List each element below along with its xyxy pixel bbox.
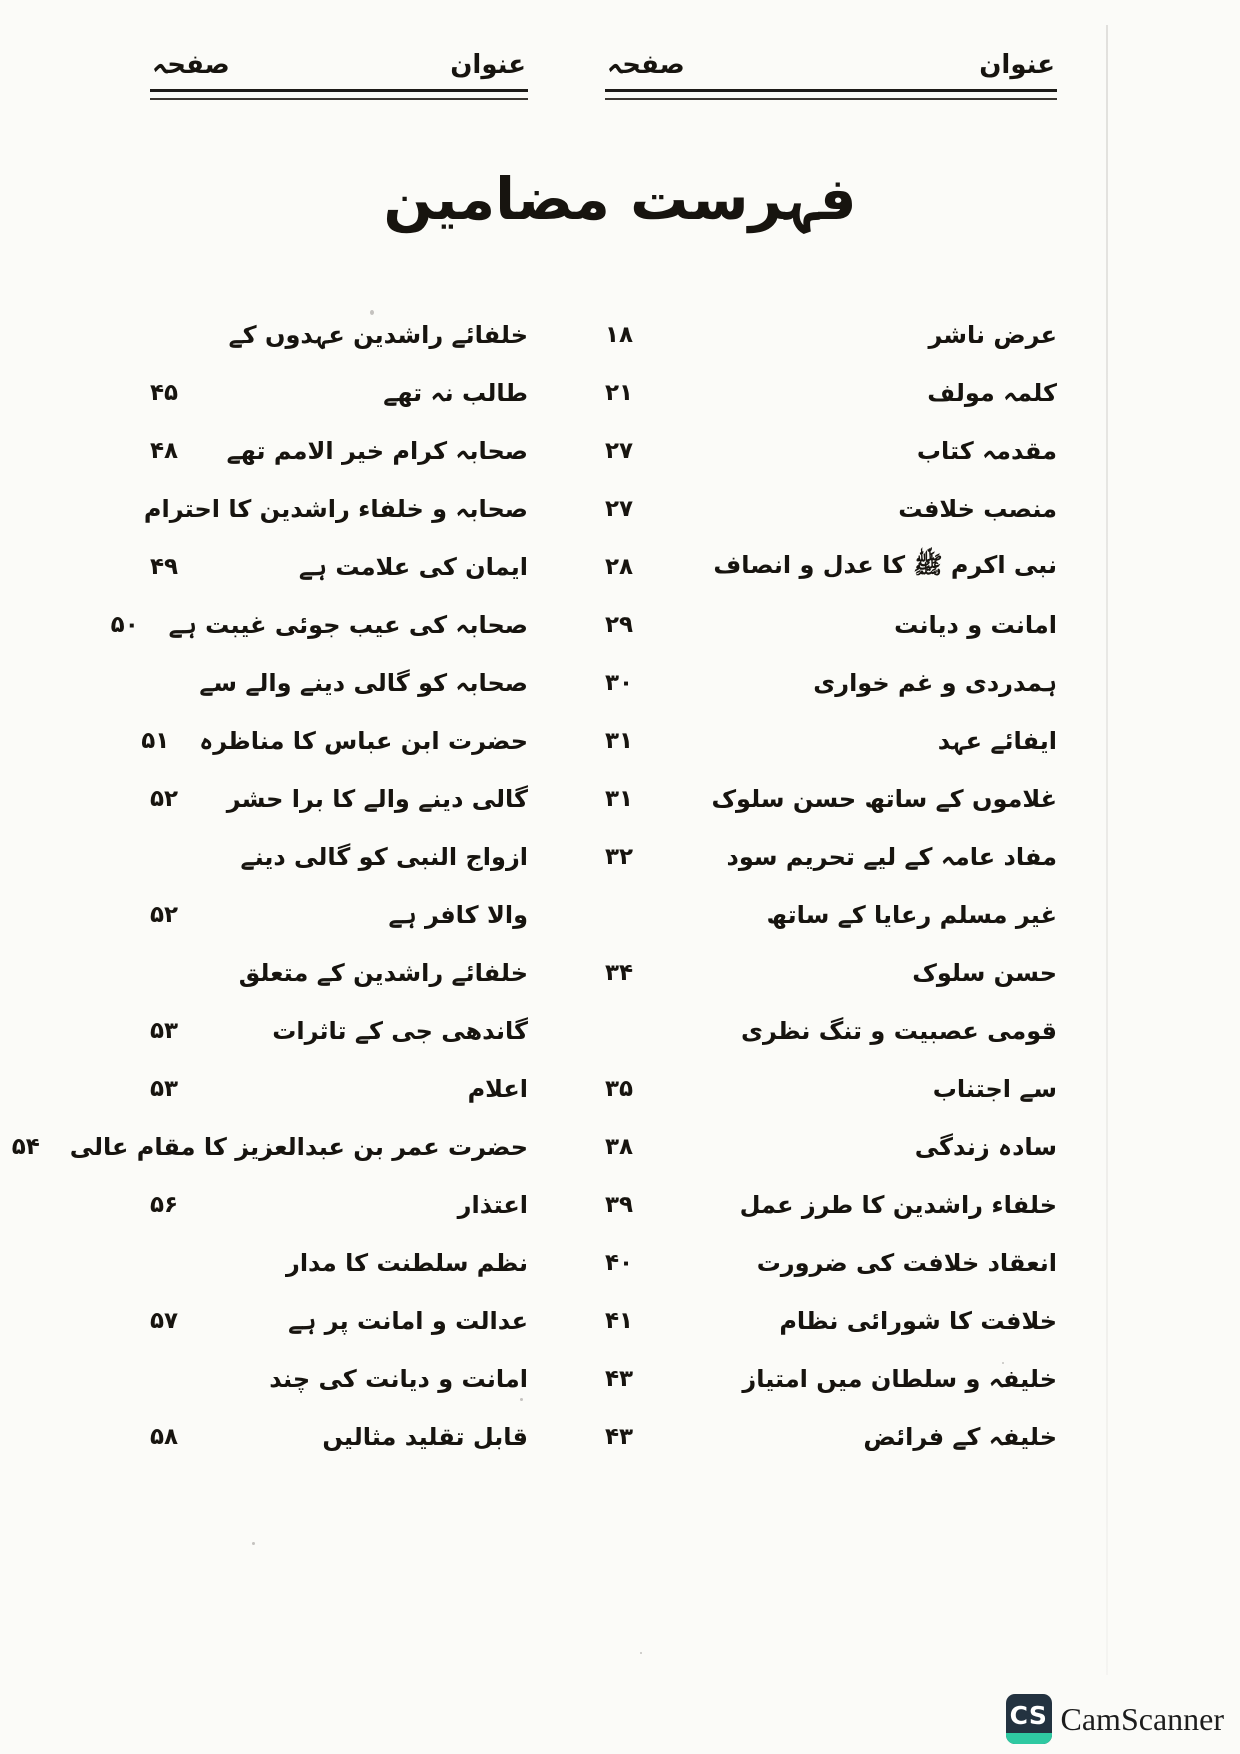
toc-row — [605, 1292, 1057, 1350]
toc-entry-title: حضرت عمر بن عبدالعزیز کا مقام عالی — [69, 1133, 528, 1161]
toc-entry-title: حضرت ابن عباس کا مناظرہ — [199, 727, 528, 755]
toc-row — [150, 1292, 528, 1350]
scan-speckle — [520, 1398, 523, 1401]
toc-entry-title: سے اجتناب — [932, 1075, 1057, 1103]
toc-entry-title: حسن سلوک — [912, 959, 1057, 987]
toc-entry-page-number: ۳۹ — [605, 1192, 634, 1218]
toc-entry-page-number: ۳۱ — [605, 728, 634, 754]
toc-entry-page-number: ۵۰ — [110, 612, 139, 638]
toc-entry-page-number: ۴۳ — [605, 1366, 634, 1392]
toc-columns — [11, 306, 1057, 1466]
toc-row — [11, 1118, 528, 1176]
toc-entry-title: نبی اکرم ﷺ کا عدل و انصاف — [713, 550, 1057, 579]
toc-entry-title: ایفائے عہد — [937, 727, 1057, 755]
toc-entry-page-number: ۵۴ — [11, 1134, 40, 1160]
scan-speckle — [252, 1542, 255, 1545]
toc-entry-page-number: ۲۹ — [605, 612, 634, 638]
toc-entry-title: منصب خلافت — [898, 495, 1057, 523]
toc-entry-title: خلفاء راشدین کا طرز عمل — [739, 1191, 1057, 1219]
toc-entry-page-number: ۱۸ — [605, 322, 634, 348]
toc-row — [110, 596, 528, 654]
toc-entry-title: غلاموں کے ساتھ حسن سلوک — [711, 785, 1057, 813]
toc-row — [150, 654, 528, 712]
toc-entry-title: اعلام — [467, 1075, 528, 1103]
double-rule — [605, 89, 1057, 100]
toc-entry-page-number: ۴۵ — [150, 380, 179, 406]
toc-entry-title: ایمان کی علامت ہے — [298, 553, 528, 581]
toc-entry-title: خلیفہ و سلطان میں امتیاز — [742, 1365, 1057, 1393]
toc-entry-page-number: ۲۱ — [605, 380, 634, 406]
toc-entry-page-number: ۲۷ — [605, 438, 634, 464]
toc-row — [150, 828, 528, 886]
camscanner-icon — [1006, 1694, 1052, 1744]
toc-row — [143, 480, 528, 538]
page-title: فہرست مضامین — [383, 165, 857, 233]
header-title-label: عنوان — [979, 50, 1055, 80]
toc-entry-title: صحابہ کرام خیر الامم تھے — [226, 437, 528, 465]
camscanner-watermark — [1006, 1694, 1225, 1744]
toc-entry-title: قابل تقلید مثالیں — [322, 1423, 528, 1451]
scan-speckle — [370, 310, 374, 315]
toc-row — [605, 596, 1057, 654]
toc-row — [150, 1060, 528, 1118]
toc-row — [605, 1002, 1057, 1060]
toc-entry-page-number: ۵۲ — [150, 786, 179, 812]
column-header-left — [150, 50, 528, 100]
toc-entry-page-number: ۳۵ — [605, 1076, 634, 1102]
toc-entry-title: گاندھی جی کے تاثرات — [272, 1017, 528, 1045]
toc-row — [141, 712, 528, 770]
toc-entry-title: طالب نہ تھے — [383, 379, 528, 407]
camscanner-label: CamScanner — [1060, 1700, 1224, 1737]
toc-entry-title: امانت و دیانت کی چند — [269, 1365, 528, 1393]
toc-entry-title: اعتذار — [457, 1191, 528, 1219]
toc-row — [605, 1176, 1057, 1234]
scan-crease-line — [1106, 25, 1108, 1675]
toc-entry-page-number: ۵۱ — [141, 728, 170, 754]
toc-row — [605, 1118, 1057, 1176]
toc-entry-title: انعقاد خلافت کی ضرورت — [756, 1249, 1057, 1277]
header-title-label: عنوان — [450, 50, 526, 80]
toc-row — [605, 306, 1057, 364]
toc-entry-title: خلفائے راشدین عہدوں کے — [228, 321, 528, 349]
toc-row — [150, 364, 528, 422]
toc-entry-page-number: ۵۳ — [150, 1076, 179, 1102]
toc-entry-title: غیر مسلم رعایا کے ساتھ — [766, 901, 1057, 929]
toc-row — [605, 480, 1057, 538]
camscanner-icon-accent — [1006, 1733, 1052, 1744]
toc-entry-page-number: ۳۲ — [605, 844, 634, 870]
toc-row — [150, 422, 528, 480]
toc-row — [605, 1408, 1057, 1466]
toc-entry-title: قومی عصبیت و تنگ نظری — [741, 1017, 1057, 1045]
column-headers-row — [150, 50, 1057, 100]
header-page-label: صفحہ — [607, 50, 685, 80]
toc-row — [605, 886, 1057, 944]
toc-entry-title: گالی دینے والے کا برا حشر — [226, 785, 528, 813]
toc-entry-page-number: ۲۸ — [605, 554, 634, 580]
toc-entry-page-number: ۳۴ — [605, 960, 634, 986]
toc-entry-title: ہمدردی و غم خواری — [813, 669, 1057, 697]
toc-row — [150, 944, 528, 1002]
toc-entry-title: مقدمہ کتاب — [916, 437, 1057, 465]
toc-row — [605, 422, 1057, 480]
toc-entry-title: خلیفہ کے فرائض — [863, 1423, 1057, 1451]
toc-row — [605, 1350, 1057, 1408]
toc-row — [150, 538, 528, 596]
toc-row — [605, 828, 1057, 886]
toc-entry-page-number: ۳۱ — [605, 786, 634, 812]
toc-row — [150, 1350, 528, 1408]
column-header-labels — [605, 50, 1057, 89]
toc-row — [605, 712, 1057, 770]
toc-row — [605, 654, 1057, 712]
toc-entry-page-number: ۵۳ — [150, 1018, 179, 1044]
header-page-label: صفحہ — [152, 50, 230, 80]
toc-entry-page-number: ۵۶ — [150, 1192, 179, 1218]
toc-entry-title: والا کافر ہے — [388, 901, 528, 929]
toc-entry-title: سادہ زندگی — [914, 1133, 1057, 1161]
scan-speckle — [640, 1652, 642, 1654]
toc-row — [150, 1408, 528, 1466]
toc-entry-page-number: ۴۱ — [605, 1308, 634, 1334]
toc-entry-title: خلافت کا شورائی نظام — [779, 1307, 1057, 1335]
toc-entry-title: صحابہ کو گالی دینے والے سے — [199, 669, 528, 697]
toc-entry-title: امانت و دیانت — [894, 611, 1057, 639]
toc-row — [150, 1176, 528, 1234]
toc-entry-title: عرض ناشر — [928, 321, 1057, 349]
toc-entry-title: مفاد عامہ کے لیے تحریم سود — [726, 843, 1057, 871]
toc-row — [150, 886, 528, 944]
toc-entry-title: عدالت و امانت پر ہے — [288, 1307, 528, 1335]
toc-row — [605, 770, 1057, 828]
toc-row — [150, 770, 528, 828]
toc-row — [605, 364, 1057, 422]
toc-entry-page-number: ۴۰ — [605, 1250, 634, 1276]
camscanner-icon-text: CS — [1009, 1701, 1048, 1730]
toc-entry-title: نظم سلطنت کا مدار — [286, 1249, 528, 1277]
toc-entry-page-number: ۲۷ — [605, 496, 634, 522]
toc-entry-page-number: ۵۲ — [150, 902, 179, 928]
toc-row — [150, 306, 528, 364]
toc-entry-title: ازواج النبی کو گالی دینے — [240, 843, 528, 871]
toc-entry-title: صحابہ کی عیب جوئی غیبت ہے — [168, 611, 528, 639]
toc-entry-page-number: ۴۳ — [605, 1424, 634, 1450]
scan-speckle — [1002, 1362, 1004, 1364]
toc-entry-page-number: ۴۹ — [150, 554, 179, 580]
toc-row — [150, 1002, 528, 1060]
toc-column-right — [605, 306, 1057, 1466]
toc-entry-title: کلمہ مولف — [927, 379, 1057, 407]
toc-entry-title: صحابہ و خلفاء راشدین کا احترام — [143, 495, 528, 523]
toc-row — [605, 1234, 1057, 1292]
toc-column-left — [11, 306, 528, 1466]
column-header-labels — [150, 50, 528, 89]
toc-entry-page-number: ۵۸ — [150, 1424, 179, 1450]
toc-row — [605, 944, 1057, 1002]
column-header-right — [605, 50, 1057, 100]
double-rule — [150, 89, 528, 100]
toc-row — [150, 1234, 528, 1292]
toc-entry-title: خلفائے راشدین کے متعلق — [238, 959, 528, 987]
toc-entry-page-number: ۳۰ — [605, 670, 634, 696]
toc-row — [605, 538, 1057, 596]
toc-row — [605, 1060, 1057, 1118]
toc-entry-page-number: ۵۷ — [150, 1308, 179, 1334]
toc-entry-page-number: ۳۸ — [605, 1134, 634, 1160]
toc-entry-page-number: ۴۸ — [150, 438, 179, 464]
